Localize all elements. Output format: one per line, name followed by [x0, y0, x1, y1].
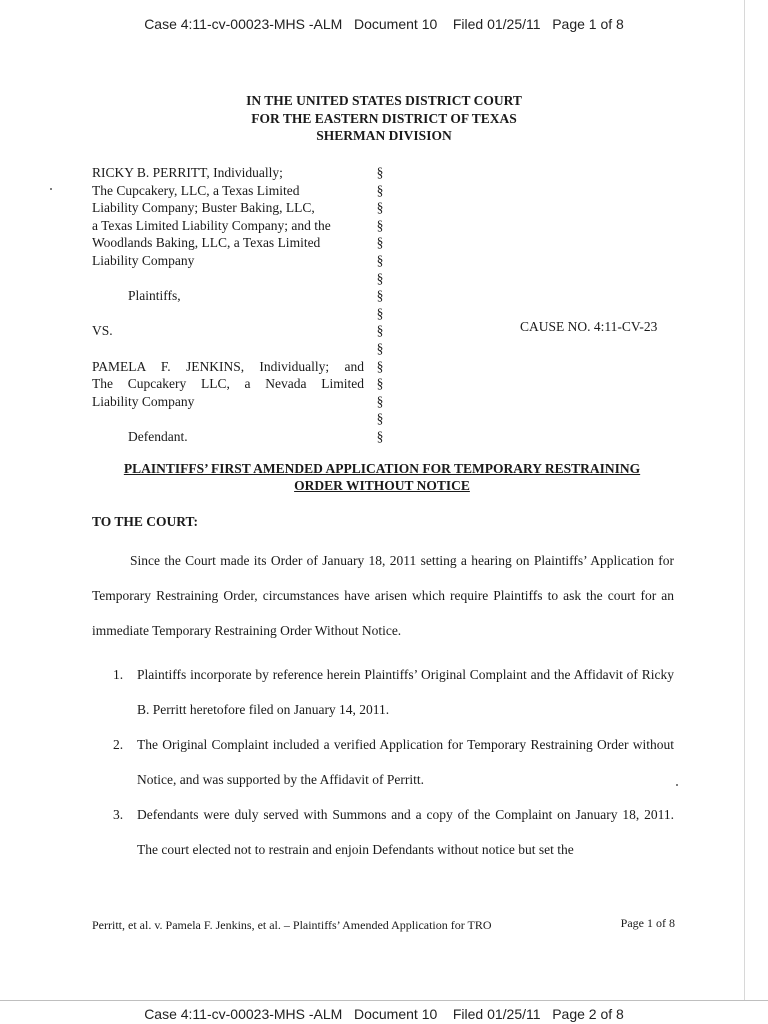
page-edge	[744, 0, 745, 1000]
section-symbol: §	[376, 305, 384, 321]
defendant-line: The Cupcakery LLC, a Nevada Limited	[92, 376, 364, 392]
plaintiff-line: Woodlands Baking, LLC, a Texas Limited	[92, 235, 321, 251]
section-symbol: §	[376, 200, 384, 216]
scan-speck	[50, 188, 52, 190]
footer-case-reference: Perritt, et al. v. Pamela F. Jenkins, et al. – Plaintiffs’ Amended Application for TRO	[92, 918, 492, 932]
item-number: 3.	[113, 807, 124, 822]
item-text: Defendants were duly served with Summons and a copy of the Complaint on January 18, 2011. The court elected not to restrain and enjoin Defendants without notice but set the	[137, 807, 674, 857]
document-title-line-2: ORDER WITHOUT NOTICE	[294, 478, 470, 493]
section-symbol: §	[376, 270, 384, 286]
versus-label: VS.	[92, 323, 113, 339]
court-heading-line-1: IN THE UNITED STATES DISTRICT COURT	[246, 93, 522, 108]
numbered-item	[92, 797, 674, 867]
numbered-item	[92, 657, 674, 727]
section-symbol: §	[376, 288, 384, 304]
plaintiffs-label: Plaintiffs,	[128, 288, 181, 304]
footer-page-number: Page 1 of 8	[620, 916, 675, 930]
plaintiff-line: RICKY B. PERRITT, Individually;	[92, 165, 283, 180]
defendant-line: PAMELA F. JENKINS, Individually; and	[92, 358, 364, 374]
plaintiff-line: a Texas Limited Liability Company; and the	[92, 217, 331, 233]
section-symbol: §	[376, 182, 384, 198]
section-symbol: §	[376, 252, 384, 268]
court-heading	[0, 92, 768, 145]
document-title	[92, 460, 672, 494]
section-symbol-column	[372, 164, 388, 446]
plaintiff-line: Liability Company; Buster Baking, LLC,	[92, 200, 315, 216]
section-symbol: §	[376, 165, 384, 180]
salutation: TO THE COURT:	[92, 514, 199, 529]
court-heading-line-3: SHERMAN DIVISION	[316, 128, 452, 143]
plaintiff-line: Liability Company	[92, 252, 195, 268]
document-title-line-1: PLAINTIFFS’ FIRST AMENDED APPLICATION FOR TEMPORARY RESTRAINING	[123, 461, 641, 476]
section-symbol: §	[376, 376, 384, 392]
section-symbol: §	[376, 428, 384, 444]
case-caption-parties	[92, 164, 364, 446]
scan-speck	[676, 784, 678, 786]
section-symbol: §	[376, 358, 384, 374]
intro-paragraph-text: Since the Court made its Order of January 18, 2011 setting a hearing on Plaintiffs’ Application for Temporary Restraining Order, circumstances have arisen which require Plaintiffs to ask the court for an immediate Temporary Restraining Order Without Notice.	[92, 553, 674, 638]
item-text: Plaintiffs incorporate by reference herein Plaintiffs’ Original Complaint and the Affidavit of Ricky B. Perritt heretofore filed on January 14, 2011.	[137, 667, 674, 717]
court-heading-line-2: FOR THE EASTERN DISTRICT OF TEXAS	[251, 110, 517, 126]
section-symbol: §	[376, 235, 384, 251]
section-symbol: §	[376, 393, 384, 409]
numbered-item	[92, 727, 674, 797]
section-symbol: §	[376, 217, 384, 233]
defendant-label: Defendant.	[128, 428, 188, 444]
section-symbol: §	[376, 323, 384, 339]
page-break	[0, 1000, 768, 1001]
item-number: 1.	[113, 667, 124, 682]
plaintiff-line: The Cupcakery, LLC, a Texas Limited	[92, 182, 300, 198]
cause-number: CAUSE NO. 4:11-CV-23	[520, 319, 658, 334]
intro-paragraph	[92, 543, 674, 648]
section-symbol: §	[376, 411, 384, 427]
section-symbol: §	[376, 340, 384, 356]
filing-stamp-header-next-page: Case 4:11-cv-00023-MHS -ALM Document 10 Filed 01/25/11 Page 2 of 8	[144, 1006, 624, 1022]
filing-stamp-header: Case 4:11-cv-00023-MHS -ALM Document 10 Filed 01/25/11 Page 1 of 8	[144, 16, 624, 32]
item-text: The Original Complaint included a verified Application for Temporary Restraining Order without Notice, and was supported by the Affidavit of Perritt.	[137, 737, 674, 787]
item-number: 2.	[113, 737, 124, 752]
numbered-list	[92, 657, 674, 867]
defendant-line: Liability Company	[92, 393, 195, 409]
